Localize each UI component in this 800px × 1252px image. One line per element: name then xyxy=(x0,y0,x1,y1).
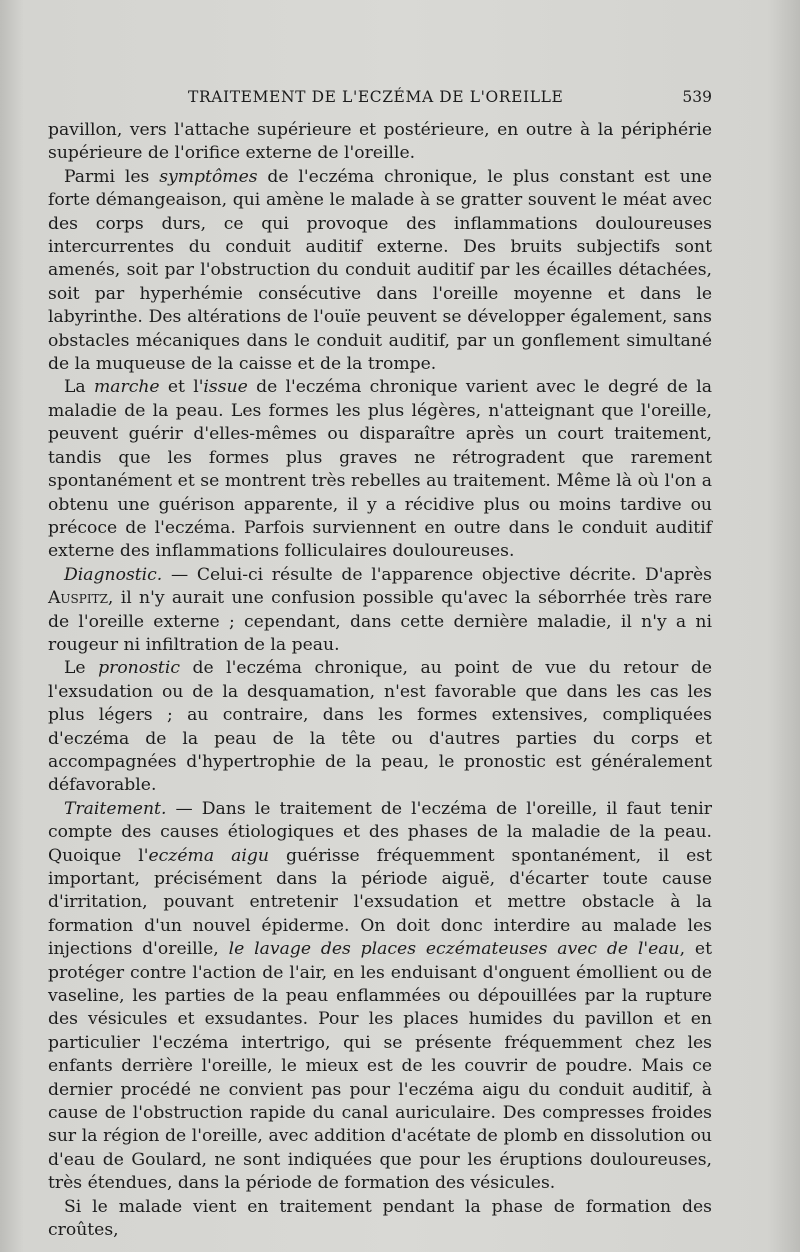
paragraph-course xyxy=(48,376,712,563)
text-run: — Dans le traitement de l'eczéma de l'oreille, il faut tenir compte des causes étiologiques et des phases de la maladie de la peau. Quoique l' xyxy=(48,798,712,866)
paragraph-text: pavillon, vers l'attache supérieure et postérieure, en outre à la périphérie supérieure de l'orifice externe de l'oreille. xyxy=(48,120,712,164)
body-text xyxy=(48,119,712,1243)
paragraph-treatment xyxy=(48,798,712,1196)
section-heading-diagnostic: Diagnostic. xyxy=(64,564,163,585)
paragraph-crusts xyxy=(48,1196,712,1243)
text-run: de l'eczéma chronique varient avec le degré de la maladie de la peau. Les formes les plus légères, n'atteignant que l'oreille, peuvent guérir d'elles-mêmes ou disparaître après un court traitement, tandis que les formes plus graves ne rétrogradent que rarement spontanément et se montrent très rebelles au traitement. Même là où l'on a obtenu une guérison apparente, il y a récidive plus ou moins tardive ou précoce de l'eczéma. Parfois surviennent en outre dans le conduit auditif externe des inflammations folliculaires douloureuses. xyxy=(48,377,712,562)
text-run: Parmi les xyxy=(64,166,160,187)
italic-term: eczéma aigu xyxy=(148,845,269,866)
text-run: , et protéger contre l'action de l'air, en les enduisant d'onguent émollient ou de vaseline, les parties de la peau enflammées ou dépouillées par la rupture des vésicules et exsudantes. Pour les places humides du pavillon et en particulier l'eczéma intertrigo, qui se présente fréquemment chez les enfants derrière l'oreille, le mieux est de les couvrir de poudre. Mais ce dernier procédé ne convient pas pour l'eczéma aigu du conduit auditif, à cause de l'obstruction rapide du canal auriculaire. Des compresses froides sur la région de l'oreille, avec addition d'acétate de plomb en dissolution ou d'eau de Goulard, ne sont indiquées que pour les éruptions douloureuses, très étendues, dans la période de formation des vésicules. xyxy=(48,939,712,1194)
page-number: 539 xyxy=(682,88,712,106)
text-run: de l'eczéma chronique, au point de vue du retour de l'exsudation ou de la desquamation, n'est favorable que dans les cas les plus légers ; au contraire, dans les formes extensives, compliquées d'eczéma de la peau de la tête ou d'autres parties du corps et accompagnées d'hypertrophie de la peau, le pronostic est généralement défavorable. xyxy=(48,658,712,796)
italic-phrase: le lavage des places eczémateuses avec de l'eau xyxy=(228,939,680,960)
paragraph-continuation xyxy=(48,119,712,166)
paragraph-prognosis xyxy=(48,657,712,797)
italic-term: symptômes xyxy=(159,166,258,187)
italic-term: pronostic xyxy=(98,658,180,679)
paragraph-symptoms xyxy=(48,166,712,377)
section-heading-traitement: Traitement. xyxy=(64,798,167,819)
text-run: , il n'y aurait une confusion possible qu'avec la séborrhée très rare de l'oreille externe ; cependant, dans cette dernière maladie, il n'y a ni rougeur ni infiltration de la peau. xyxy=(48,588,712,655)
text-run: et l' xyxy=(159,377,204,398)
author-name: Auspitz xyxy=(48,588,108,609)
running-title: TRAITEMENT DE L'ECZÉMA DE L'OREILLE xyxy=(188,88,564,106)
text-run: — Celui-ci résulte de l'apparence objective décrite. D'après xyxy=(162,564,712,585)
page-header xyxy=(48,88,712,112)
text-run: La xyxy=(64,377,94,398)
paragraph-diagnosis xyxy=(48,564,712,658)
italic-term: issue xyxy=(203,377,248,398)
paragraph-text: Si le malade vient en traitement pendant la phase de formation des croûtes, xyxy=(48,1196,712,1241)
text-run: guérisse fréquemment spontanément, il est important, précisément dans la période aiguë, d'écarter toute cause d'irritation, pouvant entretenir l'exsudation et mettre obstacle à la formation d'un nouvel épiderme. On doit donc interdire au malade les injections d'oreille, xyxy=(48,845,712,960)
text-run: Le xyxy=(64,658,99,679)
italic-term: marche xyxy=(93,377,160,398)
text-run: de l'eczéma chronique, le plus constant est une forte démangeaison, qui amène le malade à se gratter souvent le méat avec des corps durs, ce qui provoque des inflammations douloureuses intercurrentes du conduit auditif externe. Des bruits subjectifs sont amenés, soit par l'obstruction du conduit auditif par les écailles détachées, soit par hyperhémie consécutive dans l'oreille moyenne et dans le labyrinthe. Des altérations de l'ouïe peuvent se développer également, sans obstacles mécaniques dans le conduit auditif, par un gonflement simultané de la muqueuse de la caisse et de la trompe. xyxy=(48,166,713,375)
